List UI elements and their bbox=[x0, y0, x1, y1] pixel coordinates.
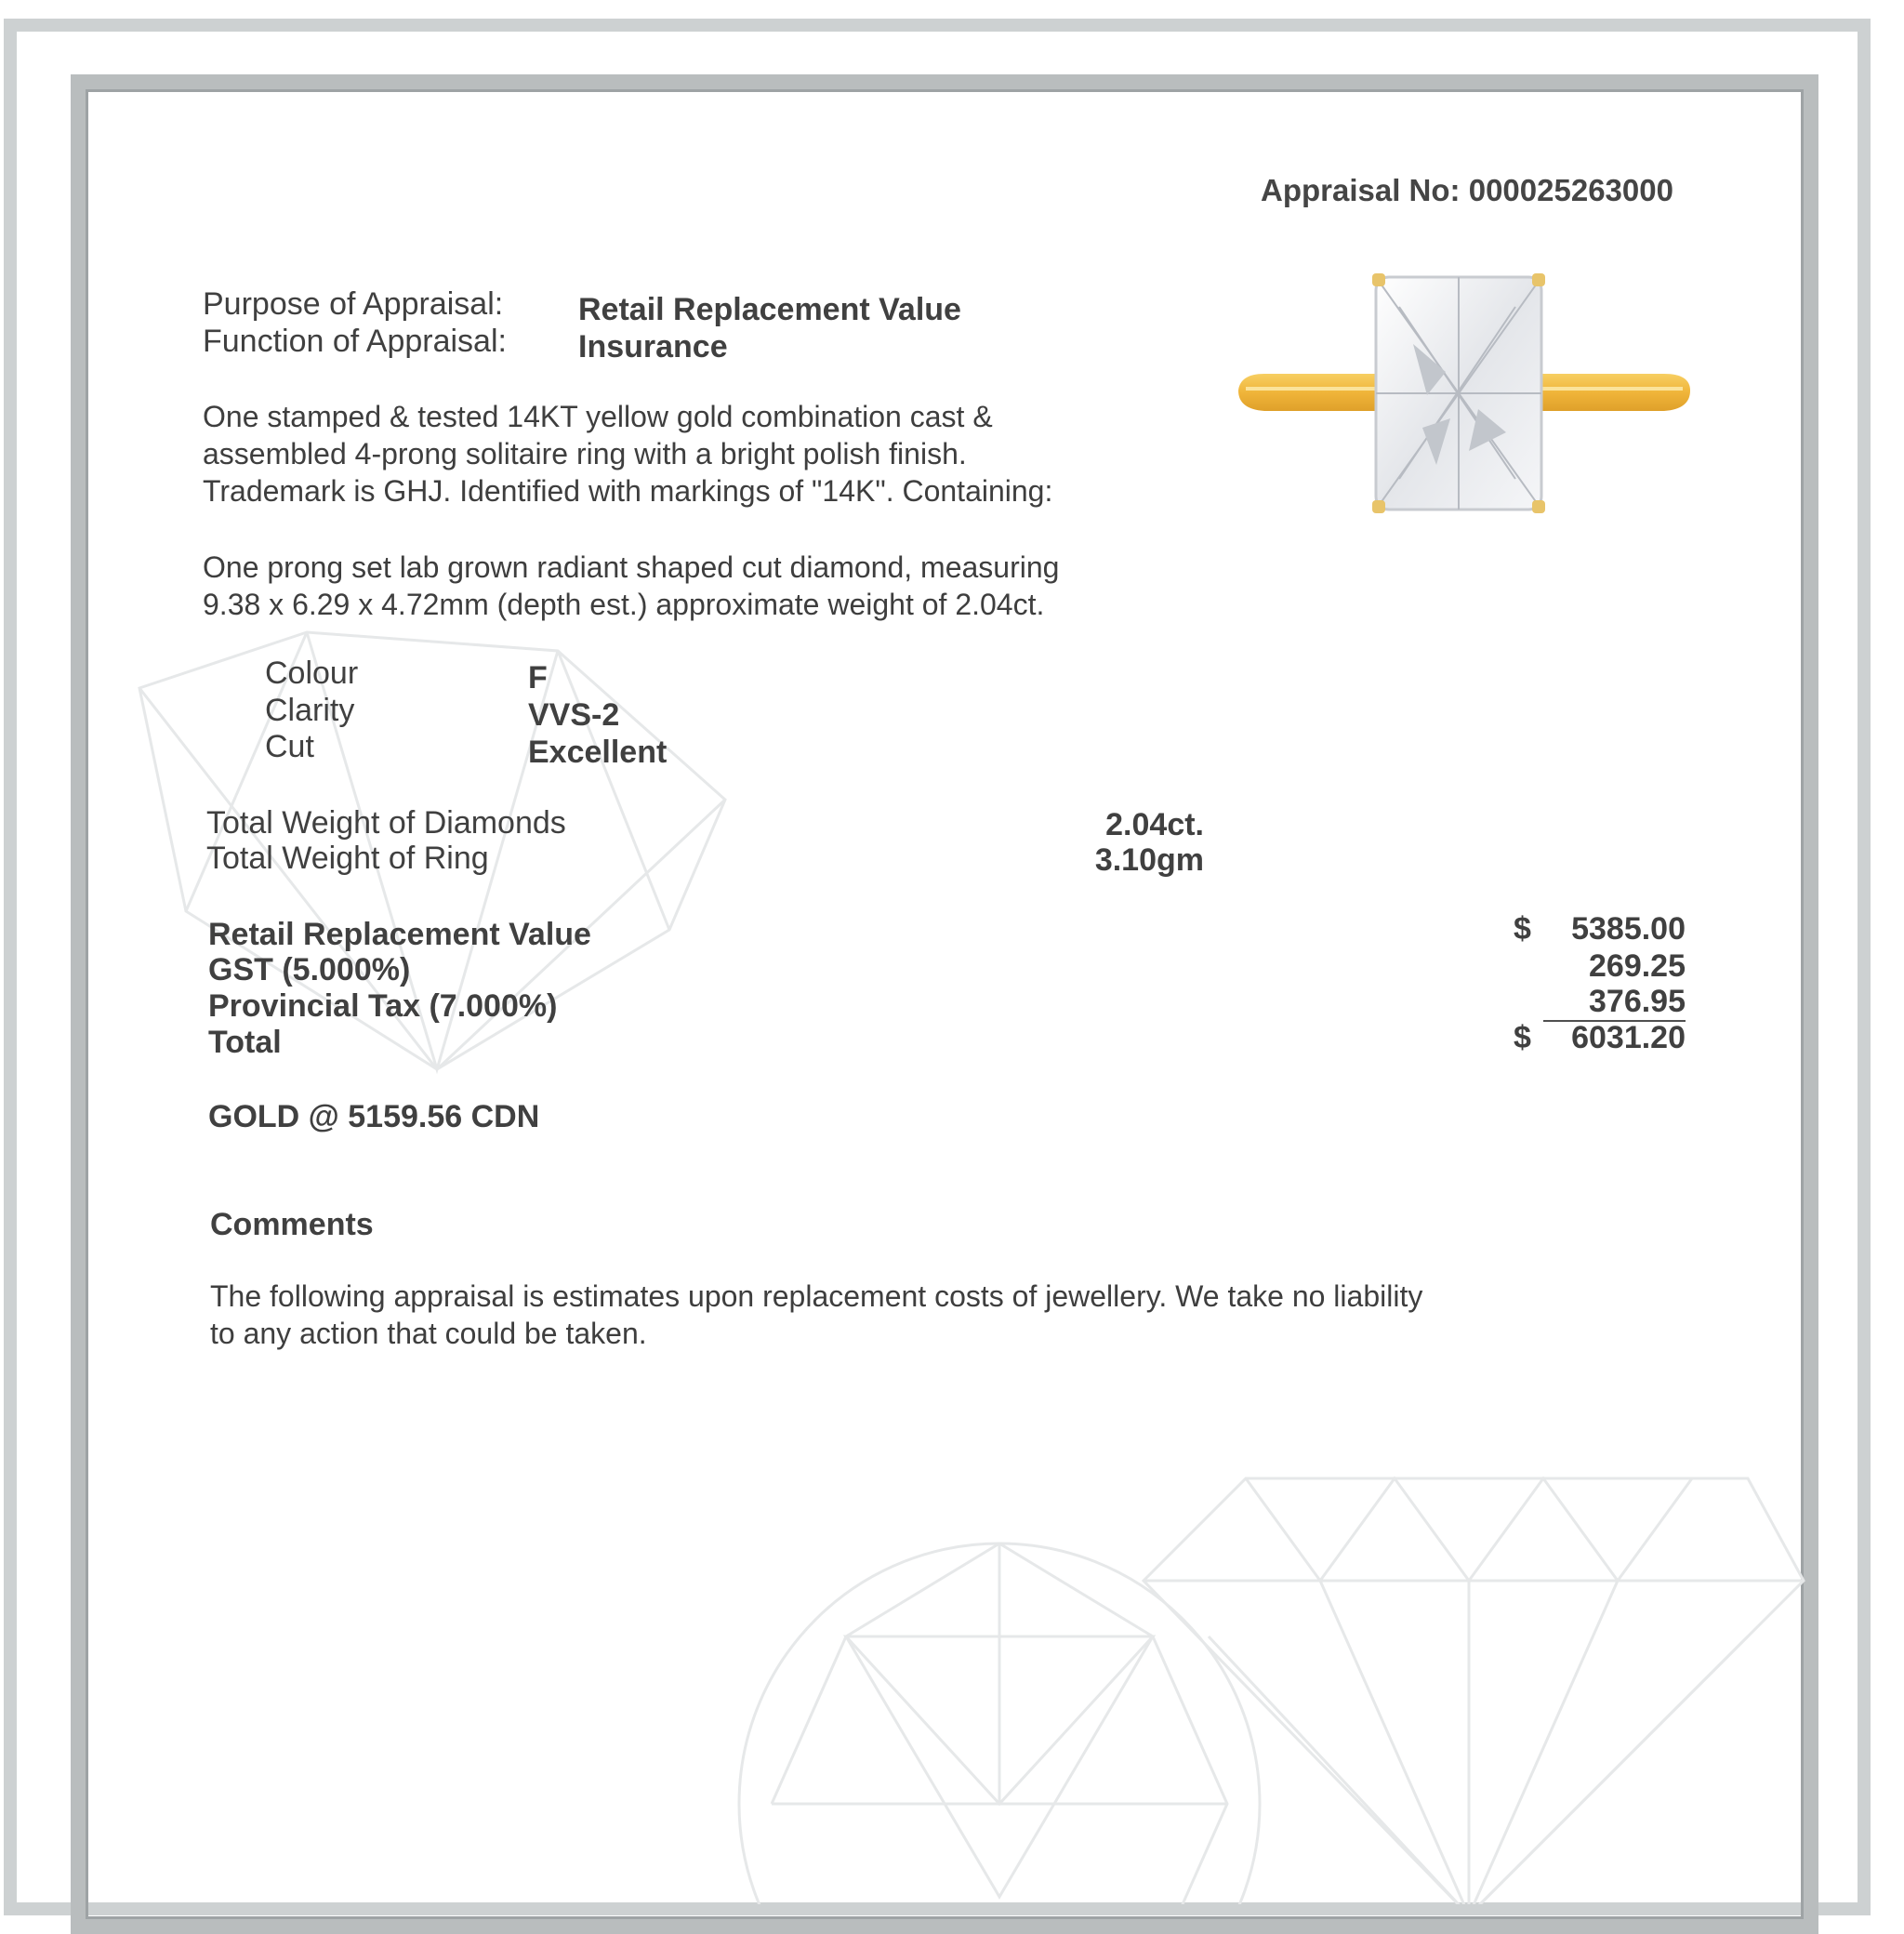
comments-heading: Comments bbox=[210, 1207, 374, 1242]
clarity-value: VVS-2 bbox=[528, 697, 620, 733]
comment-line: to any action that could be taken. bbox=[210, 1317, 647, 1350]
ring-weight-label: Total Weight of Ring bbox=[206, 841, 489, 876]
ring-line: Trademark is GHJ. Identified with markings of "14K". Containing: bbox=[203, 474, 1053, 508]
diamond-description bbox=[203, 549, 1170, 623]
currency-symbol: $ bbox=[1514, 911, 1531, 947]
function-value: Insurance bbox=[578, 329, 728, 364]
appraisal-number bbox=[1261, 173, 1673, 208]
cut-label: Cut bbox=[265, 729, 314, 764]
provincial-tax-amount: 376.95 bbox=[1543, 984, 1686, 1022]
diamond-line: 9.38 x 6.29 x 4.72mm (depth est.) approximate weight of 2.04ct. bbox=[203, 588, 1045, 621]
diamonds-weight-label: Total Weight of Diamonds bbox=[206, 805, 566, 841]
cut-value: Excellent bbox=[528, 735, 668, 770]
total-amount: 6031.20 bbox=[1571, 1020, 1686, 1055]
appraisal-no-label: Appraisal No: bbox=[1261, 173, 1461, 207]
diamond-line: One prong set lab grown radiant shaped cut diamond, measuring bbox=[203, 550, 1060, 584]
total-label: Total bbox=[208, 1025, 282, 1060]
function-label: Function of Appraisal: bbox=[203, 324, 507, 359]
gold-price: GOLD @ 5159.56 CDN bbox=[208, 1099, 540, 1134]
gst-label: GST (5.000%) bbox=[208, 952, 411, 987]
gst-amount: 269.25 bbox=[1589, 948, 1686, 984]
ring-line: assembled 4-prong solitaire ring with a bright polish finish. bbox=[203, 437, 967, 470]
colour-value: F bbox=[528, 660, 548, 695]
currency-symbol: $ bbox=[1514, 1020, 1531, 1055]
ring-line: One stamped & tested 14KT yellow gold combination cast & bbox=[203, 400, 993, 433]
comments-text bbox=[210, 1278, 1586, 1352]
provincial-tax-label: Provincial Tax (7.000%) bbox=[208, 988, 558, 1024]
diamonds-weight-value: 2.04ct. bbox=[1105, 807, 1204, 842]
retail-value-label: Retail Replacement Value bbox=[208, 917, 591, 952]
ring-image bbox=[1236, 270, 1692, 530]
appraisal-no-value: 000025263000 bbox=[1468, 173, 1673, 207]
ring-weight-value: 3.10gm bbox=[1094, 842, 1204, 878]
comment-line: The following appraisal is estimates upon replacement costs of jewellery. We take no liability bbox=[210, 1279, 1423, 1313]
ring-description bbox=[203, 398, 1170, 510]
retail-value-amount: 5385.00 bbox=[1571, 911, 1686, 947]
purpose-label: Purpose of Appraisal: bbox=[203, 286, 504, 322]
purpose-value: Retail Replacement Value bbox=[578, 292, 961, 327]
clarity-label: Clarity bbox=[265, 693, 355, 728]
colour-label: Colour bbox=[265, 656, 359, 691]
